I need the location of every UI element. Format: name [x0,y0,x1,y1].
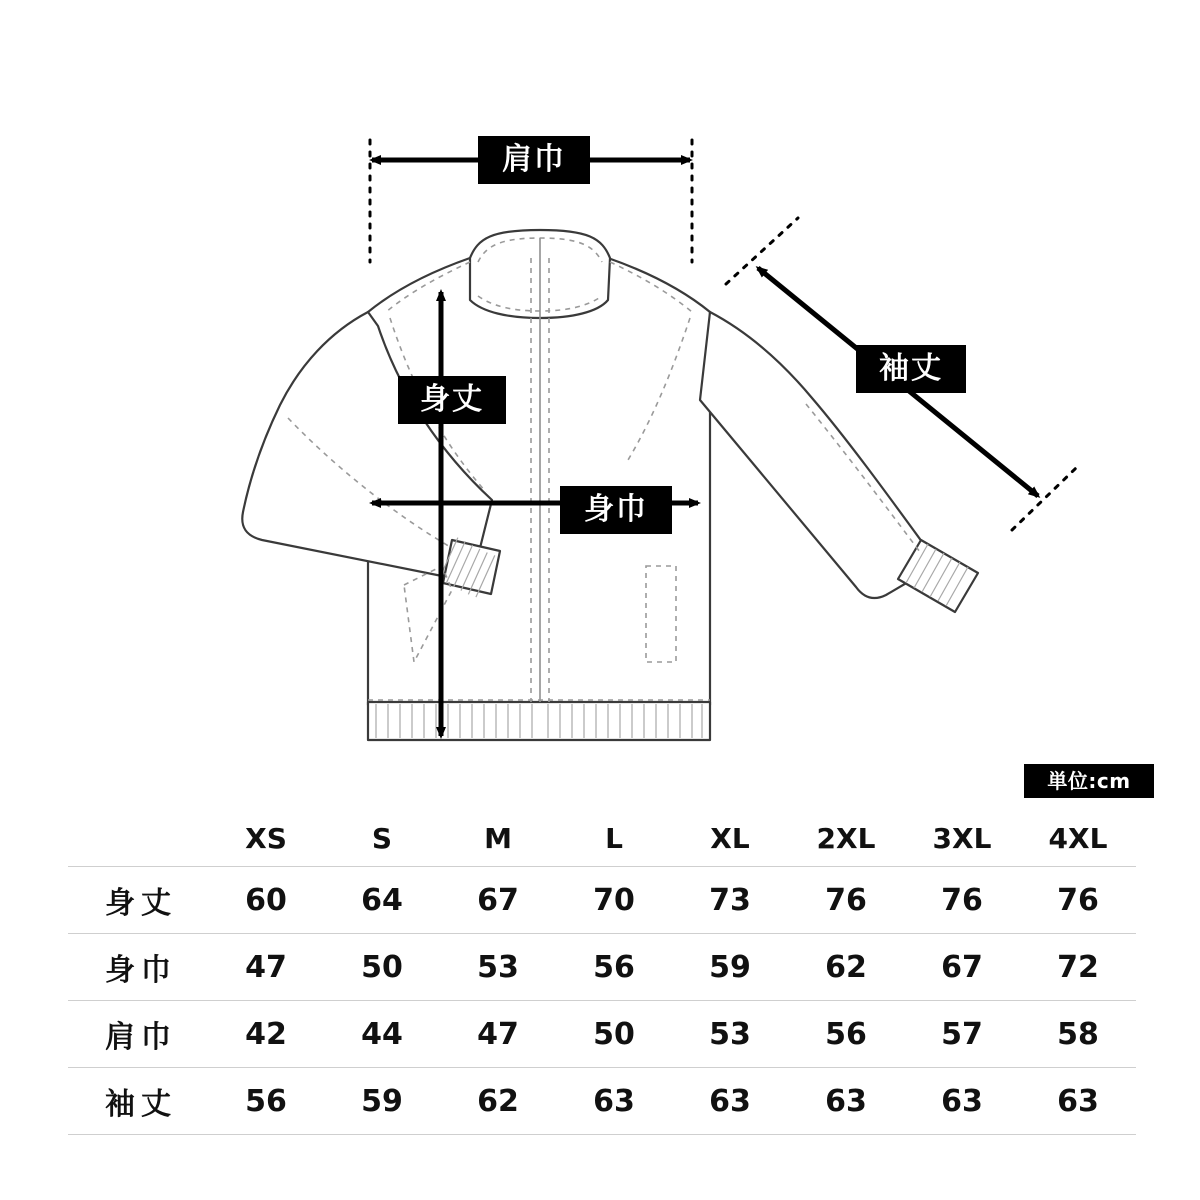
jacket-outline [242,230,978,740]
size-table-head [68,810,1136,867]
cell-value: 62 [788,934,904,1001]
cell-value: 47 [440,1001,556,1068]
cell-value: 53 [672,1001,788,1068]
cell-value: 67 [440,867,556,934]
cell-value: 56 [788,1001,904,1068]
cell-value: 50 [556,1001,672,1068]
label-shoulder-width: 肩巾 [478,136,590,184]
cell-value: 76 [904,867,1020,934]
label-sleeve-length: 袖丈 [856,345,966,393]
size-column-header: XS [208,810,324,867]
row-label-shoulder-width: 肩巾 [68,1001,208,1068]
cell-value: 63 [672,1068,788,1135]
cell-value: 63 [556,1068,672,1135]
size-column-header: S [324,810,440,867]
cell-value: 76 [1020,867,1136,934]
cell-value: 70 [556,867,672,934]
cell-value: 63 [788,1068,904,1135]
table-row [68,1068,1136,1135]
size-column-header: XL [672,810,788,867]
cell-value: 59 [324,1068,440,1135]
label-body-length: 身丈 [398,376,506,424]
cell-value: 42 [208,1001,324,1068]
cell-value: 73 [672,867,788,934]
row-label-sleeve-length: 袖丈 [68,1068,208,1135]
cell-value: 72 [1020,934,1136,1001]
cell-value: 76 [788,867,904,934]
unit-badge: 単位:cm [1024,764,1154,798]
size-column-header: 3XL [904,810,1020,867]
cell-value: 60 [208,867,324,934]
size-column-header: L [556,810,672,867]
row-label-body-length: 身丈 [68,867,208,934]
label-body-width: 身巾 [560,486,672,534]
cell-value: 44 [324,1001,440,1068]
table-row [68,934,1136,1001]
cell-value: 59 [672,934,788,1001]
cell-value: 53 [440,934,556,1001]
cell-value: 56 [208,1068,324,1135]
size-table-body [68,867,1136,1135]
row-label-body-width: 身巾 [68,934,208,1001]
table-header-row [68,810,1136,867]
size-column-header: 4XL [1020,810,1136,867]
cell-value: 63 [904,1068,1020,1135]
cell-value: 62 [440,1068,556,1135]
cell-value: 58 [1020,1001,1136,1068]
cell-value: 47 [208,934,324,1001]
cell-value: 57 [904,1001,1020,1068]
cell-value: 50 [324,934,440,1001]
size-column-header: 2XL [788,810,904,867]
size-table [68,810,1136,1135]
table-row [68,867,1136,934]
table-corner-cell [68,810,208,867]
cell-value: 63 [1020,1068,1136,1135]
cell-value: 56 [556,934,672,1001]
table-row [68,1001,1136,1068]
size-column-header: M [440,810,556,867]
cell-value: 67 [904,934,1020,1001]
cell-value: 64 [324,867,440,934]
